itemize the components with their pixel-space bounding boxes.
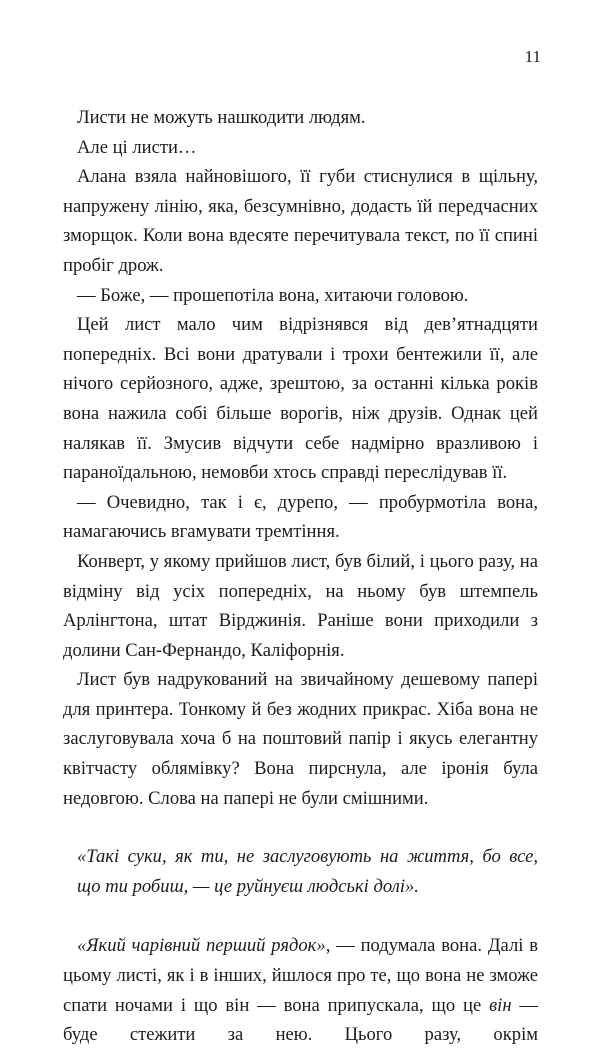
paragraph-6: — Очевидно, так і є, дурепо, — пробурмотіла вона, намагаючись вгамувати тремтіння. xyxy=(63,491,538,543)
paragraph-2: Але ці листи… xyxy=(77,136,197,158)
closing-quote: «Який чарівний перший рядок» xyxy=(77,935,326,957)
letter-quote xyxy=(63,842,538,901)
closing-he: він xyxy=(489,994,512,1016)
paragraph-8: Лист був надрукований на звичайному дешевому папері для принтера. Тонкому й без жодних прикрас. Хіба вона не заслуговувала хоча б на поштовий папір і якусь елегантну квітчасту облямівку? Вона пирснула, але іронія була недовгою. Слова на папері не були смішними. xyxy=(63,669,538,809)
paragraph-5: Цей лист мало чим відрізнявся від дев’ятнадцяти попередніх. Всі вони дратували і трохи бентежили її, але нічого серйозного, адже, зрештою, за останні кілька років вона нажила собі більше ворогів, ніж друзів. Однак цей налякав її. Змусив відчути себе надмірно вразливою і параноїдальною, немовби хтось справді переслідував її. xyxy=(63,314,538,484)
paragraph-1: Листи не можуть нашкодити людям. xyxy=(77,107,366,128)
page-number: 11 xyxy=(524,47,541,66)
closing-text-2: — буде стежити за нею. Цього разу, окрім xyxy=(63,994,539,1046)
quote-line-2: що ти робиш, — це руйнуєш людські долі». xyxy=(77,875,419,897)
text-body xyxy=(63,103,538,1050)
closing-paragraph xyxy=(63,931,538,1049)
paragraph-3: Алана взяла найновішого, її губи стиснулися в щільну, напружену лінію, яка, безсумнівно, додасть їй передчасних зморщок. Коли вона вдесяте перечитувала текст, по її спині пробіг дрож. xyxy=(63,166,538,276)
paragraph-7: Конверт, у якому прийшов лист, був білий, і цього разу, на відміну від усіх попередніх, на ньому був штемпель Арлінгтона, штат Вірджинія. Раніше вони приходили з долини Сан-Фернандо, Каліфорнія. xyxy=(63,550,538,661)
closing-text-1: , — подумала вона. Далі в цьому листі, як і в інших, йшлося про те, що вона не зможе спати ночами і що він — вона припускала, що це xyxy=(63,935,538,1016)
paragraph-4: — Боже, — прошепотіла вона, хитаючи головою. xyxy=(77,284,469,306)
quote-line-1: «Такі суки, як ти, не заслуговують на життя, бо все, xyxy=(77,846,538,868)
